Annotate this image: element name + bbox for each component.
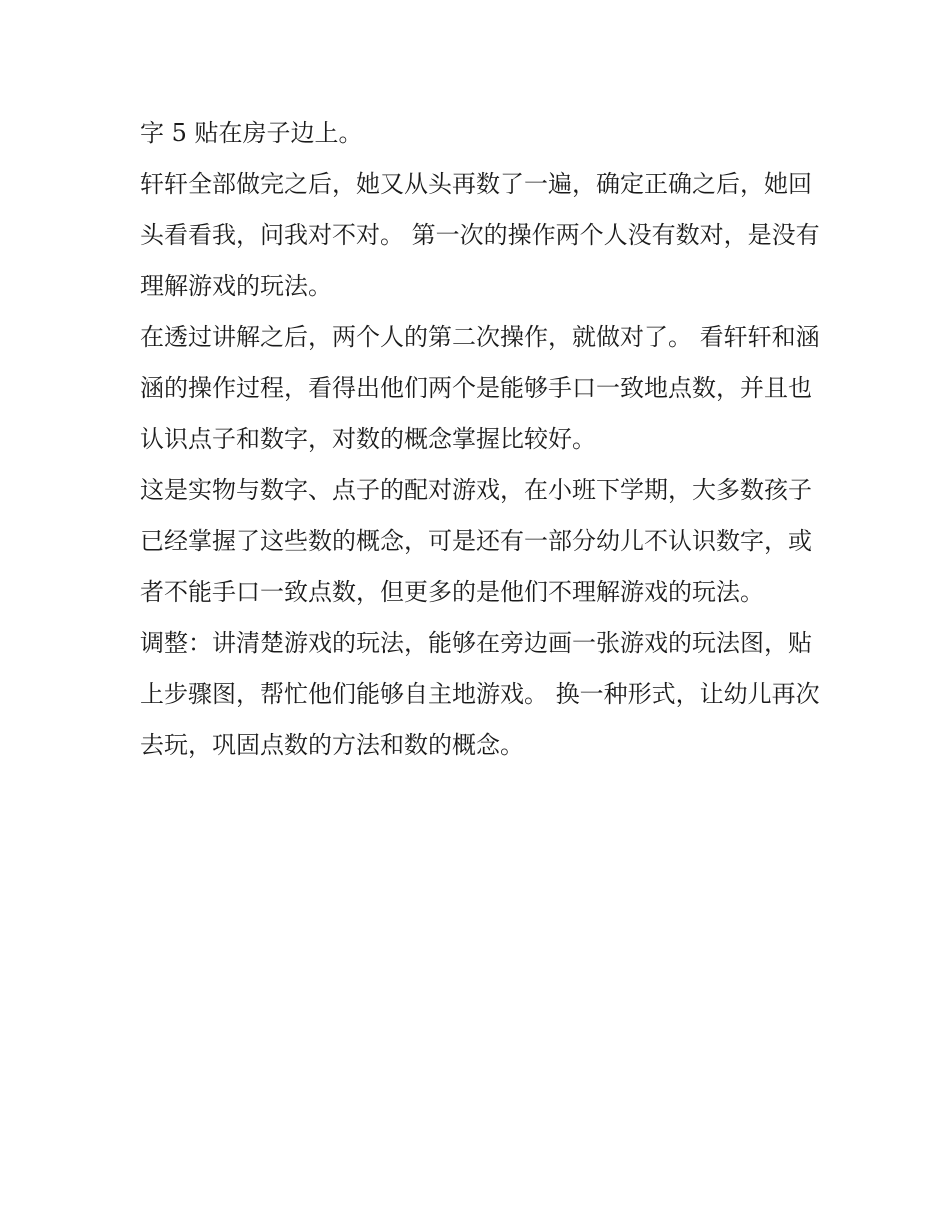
paragraph-5: 调整：讲清楚游戏的玩法，能够在旁边画一张游戏的玩法图，贴上步骤图，帮忙他们能够自主地游戏。 换一种形式，让幼儿再次去玩，巩固点数的方法和数的概念。 (140, 629, 820, 759)
paragraph-3: 在透过讲解之后，两个人的第二次操作，就做对了。 看轩轩和涵涵的操作过程，看得出他们两个是能够手口一致地点数，并且也认识点子和数字，对数的概念掌握比较好。 (140, 323, 820, 453)
document-body (140, 108, 830, 771)
paragraph-4: 这是实物与数字、点子的配对游戏，在小班下学期，大多数孩子已经掌握了这些数的概念，可是还有一部分幼儿不认识数字，或者不能手口一致点数，但更多的是他们不理解游戏的玩法。 (140, 476, 812, 606)
paragraph-2: 轩轩全部做完之后，她又从头再数了一遍，确定正确之后，她回头看看我，问我对不对。 第一次的操作两个人没有数对，是没有理解游戏的玩法。 (140, 170, 820, 300)
paragraph-1: 字 5 贴在房子边上。 (140, 119, 363, 147)
